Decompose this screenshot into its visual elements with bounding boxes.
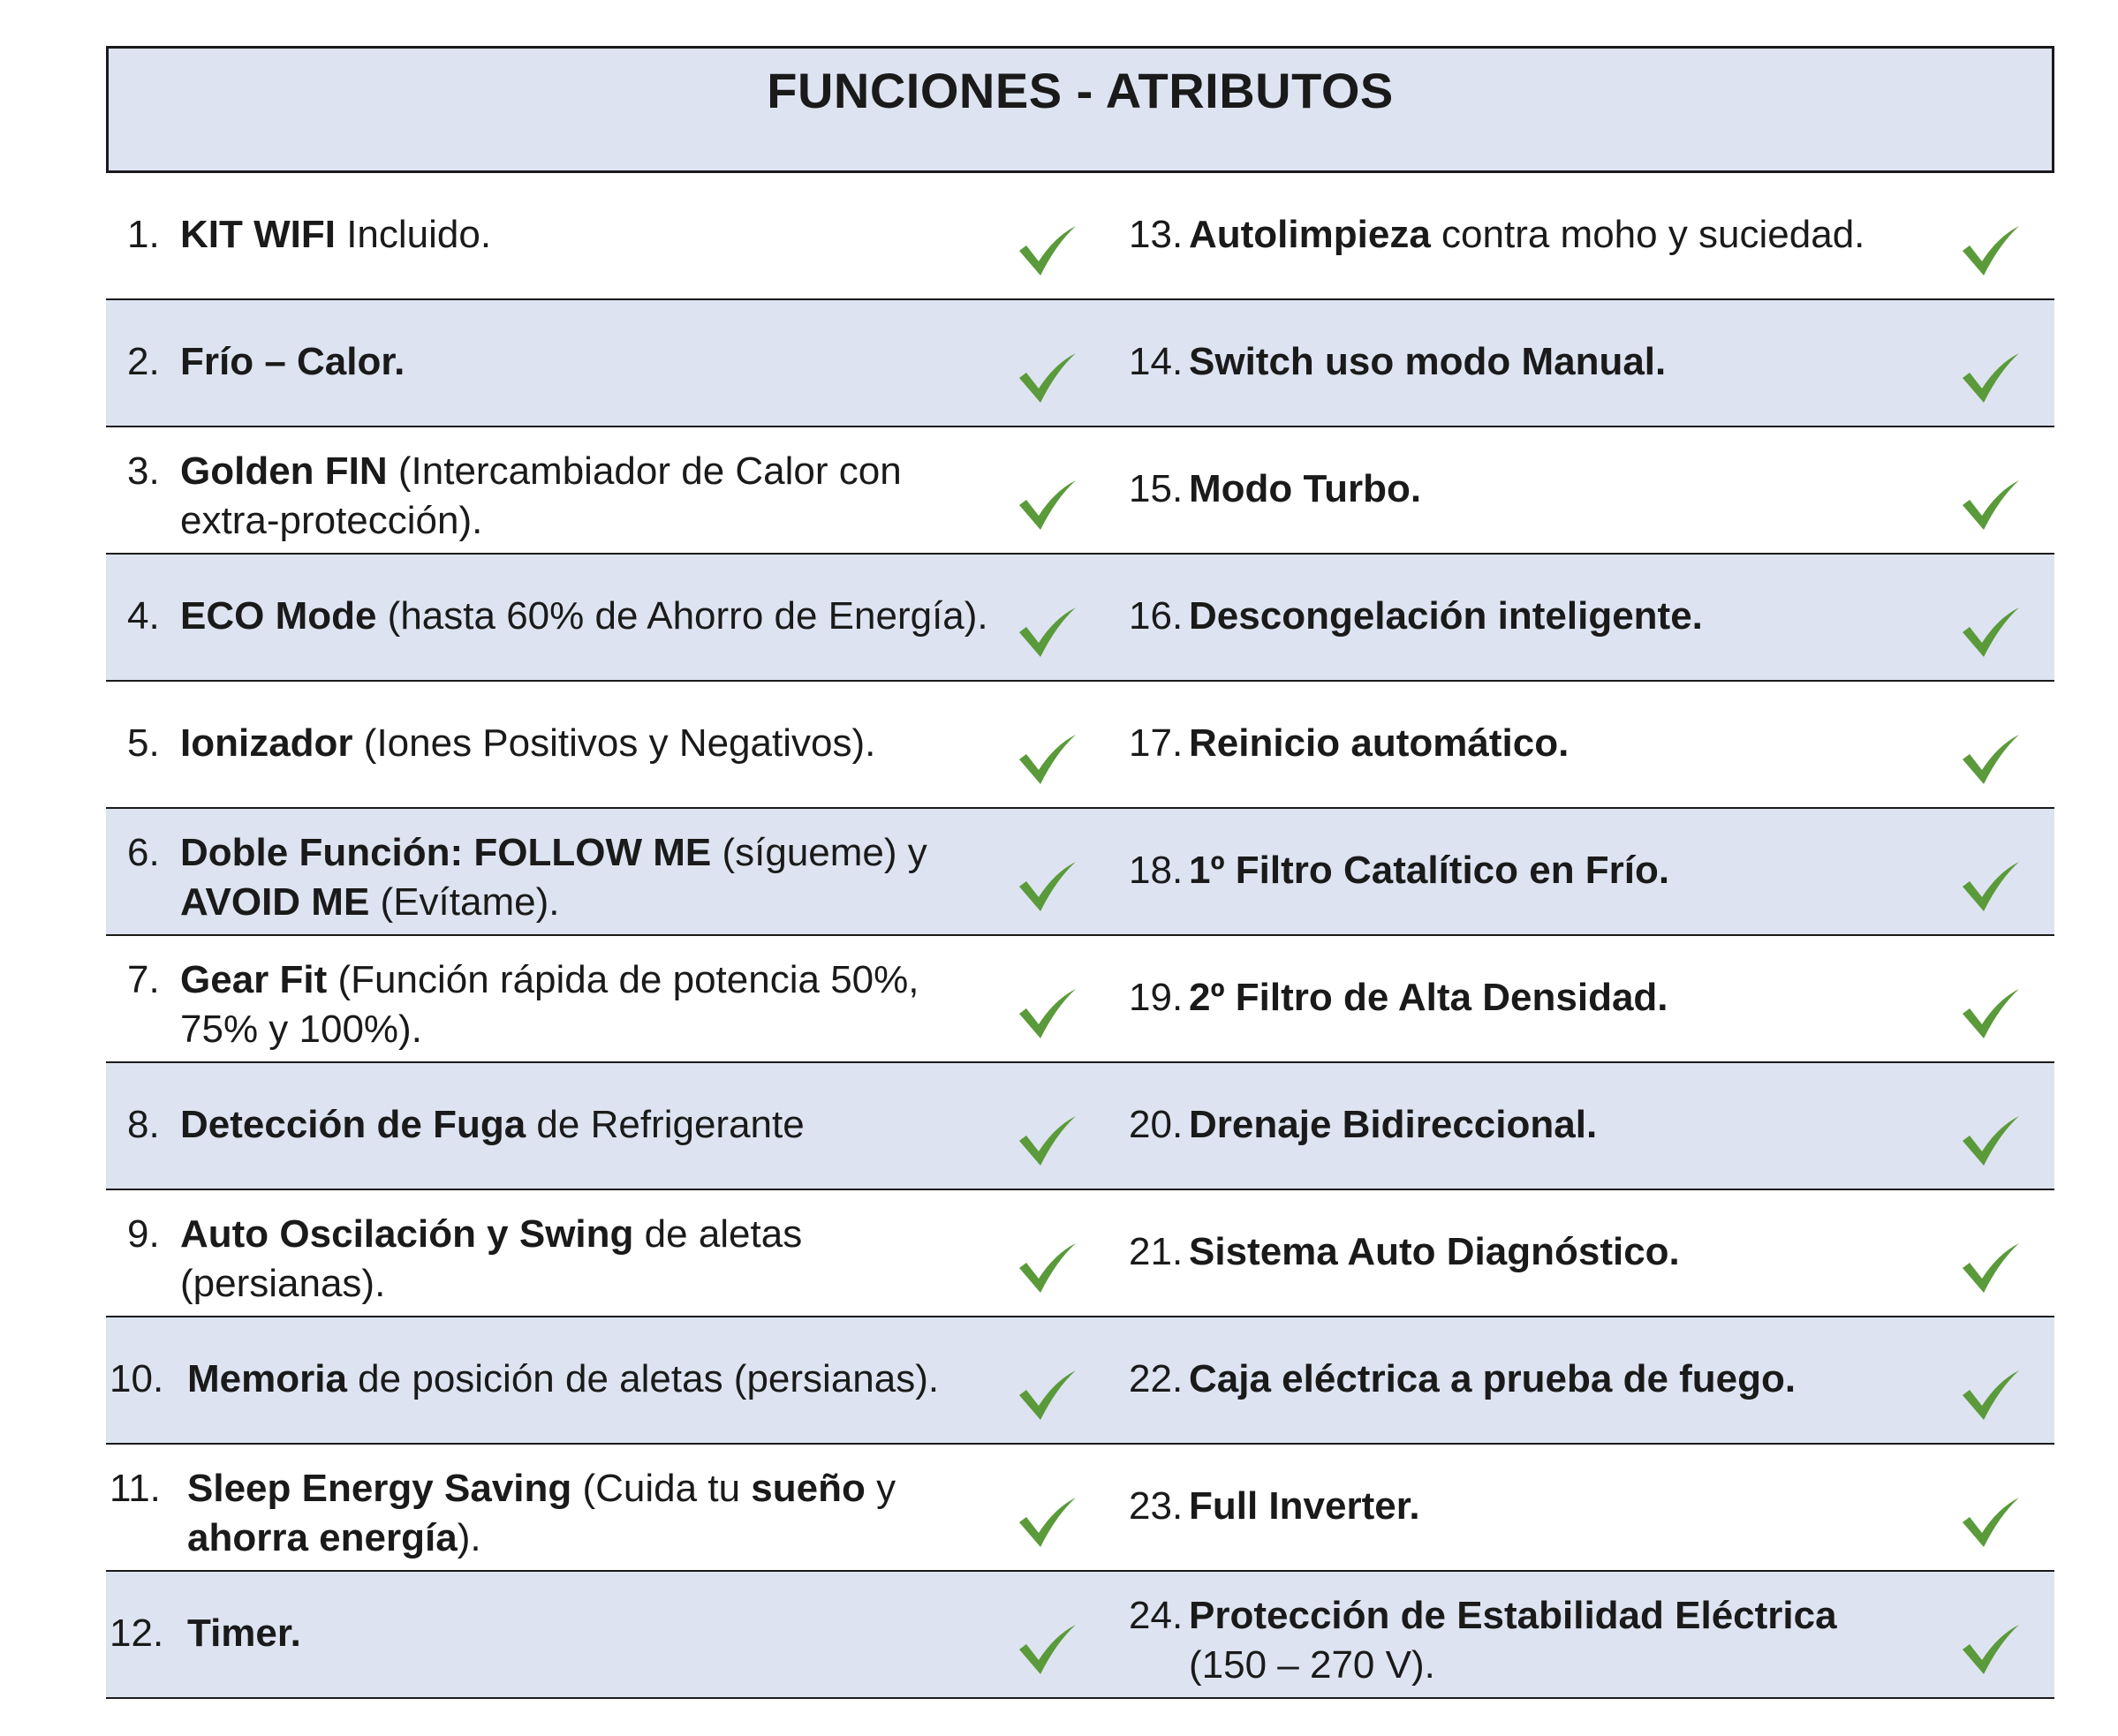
feature-text-bold: Autolimpieza [1189, 213, 1431, 256]
feature-text-bold: Caja eléctrica a prueba de fuego. [1189, 1357, 1797, 1400]
feature-item [1122, 337, 1881, 387]
feature-item [106, 592, 998, 641]
right-cell [1122, 1190, 2054, 1316]
feature-text-bold: Full Inverter. [1189, 1484, 1420, 1528]
feature-text-bold: AVOID ME [180, 880, 370, 924]
feature-text-bold: 1º Filtro Catalítico en Frío. [1189, 849, 1670, 892]
checkmark-icon [1959, 860, 2023, 913]
feature-text [180, 828, 998, 927]
checkmark-icon [1959, 1114, 2023, 1167]
feature-text [180, 719, 998, 768]
right-cell [1122, 1063, 2054, 1189]
title-box [106, 46, 2054, 173]
feature-text-normal: de Refrigerante [526, 1103, 805, 1146]
feature-text [1189, 973, 1881, 1023]
feature-item [106, 1355, 998, 1404]
left-cell [106, 1063, 1122, 1189]
table-row [106, 427, 2054, 555]
checkmark-icon [1959, 1496, 2023, 1549]
feature-text-bold: Doble Función: FOLLOW ME [180, 831, 712, 874]
feature-text [187, 1609, 998, 1658]
feature-item [1122, 719, 1881, 768]
feature-item [106, 1210, 998, 1309]
left-cell [106, 936, 1122, 1061]
left-cell [106, 1317, 1122, 1443]
feature-item [1122, 1591, 1881, 1690]
left-cell [106, 427, 1122, 553]
feature-number: 8. [127, 1103, 160, 1146]
feature-number: 12. [110, 1611, 164, 1655]
checkmark-icon [1959, 1623, 2023, 1676]
feature-item [1122, 464, 1881, 514]
checkmark-icon [1016, 224, 1079, 277]
feature-number: 6. [127, 831, 160, 874]
feature-number: 21. [1129, 1230, 1184, 1273]
feature-item [1122, 1482, 1881, 1531]
right-cell [1122, 1445, 2054, 1570]
checkmark-icon [1959, 224, 2023, 277]
checkmark-icon [1016, 479, 1079, 532]
table-row [106, 809, 2054, 936]
feature-number: 5. [127, 721, 160, 765]
feature-text [1189, 464, 1881, 514]
checkmark-icon [1016, 860, 1079, 913]
feature-text [180, 447, 998, 546]
feature-number: 1. [127, 213, 160, 256]
features-table [106, 173, 2054, 1699]
checkmark-icon [1016, 351, 1079, 404]
feature-text-bold: Drenaje Bidireccional. [1189, 1103, 1598, 1146]
feature-text-bold: Sleep Energy Saving [187, 1467, 572, 1510]
feature-text-normal: (Función rápida de potencia 50%, 75% y 100%). [180, 958, 919, 1051]
feature-item [1122, 846, 1881, 895]
feature-text-bold: Switch uso modo Manual. [1189, 340, 1667, 383]
feature-number: 11. [110, 1467, 161, 1510]
feature-text-bold: ECO Mode [180, 594, 377, 638]
left-cell [106, 555, 1122, 680]
feature-text-normal: y [865, 1467, 896, 1510]
feature-text [1189, 210, 1881, 260]
table-row [106, 682, 2054, 809]
feature-text [180, 210, 998, 260]
feature-text-bold: Memoria [187, 1357, 347, 1400]
feature-text-normal: (hasta 60% de Ahorro de Energía). [376, 594, 988, 638]
checkmark-icon [1959, 1369, 2023, 1422]
left-cell [106, 809, 1122, 934]
checkmark-icon [1959, 1242, 2023, 1294]
table-row [106, 1445, 2054, 1572]
table-row [106, 1572, 2054, 1699]
feature-text [1189, 1355, 1881, 1404]
checkmark-icon [1016, 1242, 1079, 1294]
feature-text [1189, 592, 1881, 641]
checkmark-icon [1959, 733, 2023, 786]
feature-number: 17. [1129, 721, 1184, 765]
feature-text-bold: Frío – Calor. [180, 340, 405, 383]
checkmark-icon [1016, 1623, 1079, 1676]
table-row [106, 1317, 2054, 1445]
table-row [106, 173, 2054, 300]
feature-item [1122, 973, 1881, 1023]
feature-text [187, 1464, 998, 1563]
feature-text-bold: Protección de Estabilidad Eléctrica [1189, 1594, 1837, 1637]
feature-text [180, 1100, 998, 1150]
checkmark-icon [1959, 351, 2023, 404]
feature-text-normal: (Evítame). [369, 880, 560, 924]
feature-text-normal: de posición de aletas (persianas). [346, 1357, 940, 1400]
feature-text [1189, 1591, 1881, 1690]
feature-number: 9. [127, 1212, 160, 1256]
table-row [106, 1063, 2054, 1190]
feature-text [180, 1210, 998, 1309]
left-cell [106, 1190, 1122, 1316]
checkmark-icon [1016, 1114, 1079, 1167]
right-cell [1122, 936, 2054, 1061]
checkmark-icon [1016, 1369, 1079, 1422]
feature-text-bold: Modo Turbo. [1189, 467, 1422, 510]
left-cell [106, 1445, 1122, 1570]
feature-number: 7. [127, 958, 160, 1001]
feature-text [1189, 1227, 1881, 1277]
left-cell [106, 173, 1122, 298]
feature-item [1122, 592, 1881, 641]
feature-number: 20. [1129, 1103, 1184, 1146]
feature-text-normal: (Intercambiador de Calor con extra-protección). [180, 449, 902, 542]
feature-number: 18. [1129, 849, 1184, 892]
feature-number: 3. [127, 449, 160, 493]
feature-number: 15. [1129, 467, 1184, 510]
table-row [106, 300, 2054, 427]
feature-text-bold: Auto Oscilación y Swing [180, 1212, 634, 1256]
left-cell [106, 1572, 1122, 1697]
feature-number: 24. [1129, 1594, 1184, 1637]
feature-item [106, 210, 998, 260]
feature-text [1189, 337, 1881, 387]
feature-text [1189, 1482, 1881, 1531]
feature-text-normal: de aletas (persianas). [180, 1212, 803, 1305]
feature-item [106, 828, 998, 927]
feature-text-bold: Reinicio automático. [1189, 721, 1570, 765]
checkmark-icon [1016, 1496, 1079, 1549]
feature-item [106, 955, 998, 1054]
feature-text [180, 337, 998, 387]
feature-text-bold: 2º Filtro de Alta Densidad. [1189, 976, 1668, 1019]
right-cell [1122, 427, 2054, 553]
feature-number: 19. [1129, 976, 1184, 1019]
left-cell [106, 682, 1122, 807]
feature-item [1122, 1227, 1881, 1277]
right-cell [1122, 1317, 2054, 1443]
checkmark-icon [1016, 733, 1079, 786]
feature-item [1122, 210, 1881, 260]
feature-number: 13. [1129, 213, 1184, 256]
feature-item [1122, 1355, 1881, 1404]
feature-text-bold: Sistema Auto Diagnóstico. [1189, 1230, 1680, 1273]
feature-item [106, 1609, 998, 1658]
right-cell [1122, 809, 2054, 934]
checkmark-icon [1959, 987, 2023, 1040]
feature-item [106, 447, 998, 546]
right-cell [1122, 173, 2054, 298]
feature-number: 16. [1129, 594, 1184, 638]
feature-item [106, 719, 998, 768]
feature-number: 22. [1129, 1357, 1184, 1400]
checkmark-icon [1016, 987, 1079, 1040]
feature-text-bold: sueño [751, 1467, 866, 1510]
feature-text-normal: (sígueme) y [711, 831, 927, 874]
feature-text-bold: Golden FIN [180, 449, 388, 493]
feature-text-normal: Incluido. [335, 213, 492, 256]
checkmark-icon [1959, 479, 2023, 532]
feature-text-bold: Descongelación inteligente. [1189, 594, 1703, 638]
feature-text-bold: Gear Fit [180, 958, 328, 1001]
table-row [106, 555, 2054, 682]
feature-number: 23. [1129, 1484, 1184, 1528]
feature-text-normal: (Iones Positivos y Negativos). [352, 721, 876, 765]
feature-text [1189, 846, 1881, 895]
feature-text-bold: Ionizador [180, 721, 353, 765]
right-cell [1122, 555, 2054, 680]
feature-number: 4. [127, 594, 160, 638]
feature-item [106, 337, 998, 387]
feature-text [1189, 719, 1881, 768]
checkmark-icon [1016, 606, 1079, 659]
feature-number: 2. [127, 340, 160, 383]
feature-number: 14. [1129, 340, 1184, 383]
feature-item [106, 1464, 998, 1563]
feature-text-bold: Detección de Fuga [180, 1103, 526, 1146]
table-row [106, 1190, 2054, 1317]
page-title: FUNCIONES - ATRIBUTOS [767, 63, 1394, 118]
feature-text-normal: ). [457, 1516, 481, 1559]
feature-item [106, 1100, 998, 1150]
checkmark-icon [1959, 606, 2023, 659]
right-cell [1122, 1572, 2054, 1697]
feature-text [1189, 1100, 1881, 1150]
feature-text-normal: contra moho y suciedad. [1430, 213, 1865, 256]
feature-text [180, 592, 998, 641]
feature-text [187, 1355, 998, 1404]
feature-text-normal: (150 – 270 V). [1189, 1643, 1435, 1687]
left-cell [106, 300, 1122, 426]
table-row [106, 936, 2054, 1063]
feature-text-bold: ahorra energía [187, 1516, 458, 1559]
right-cell [1122, 300, 2054, 426]
feature-text [180, 955, 998, 1054]
feature-text-bold: Timer. [187, 1611, 301, 1655]
feature-text-bold: KIT WIFI [180, 213, 336, 256]
feature-text-normal: (Cuida tu [571, 1467, 752, 1510]
right-cell [1122, 682, 2054, 807]
feature-item [1122, 1100, 1881, 1150]
feature-number: 10. [110, 1357, 164, 1400]
